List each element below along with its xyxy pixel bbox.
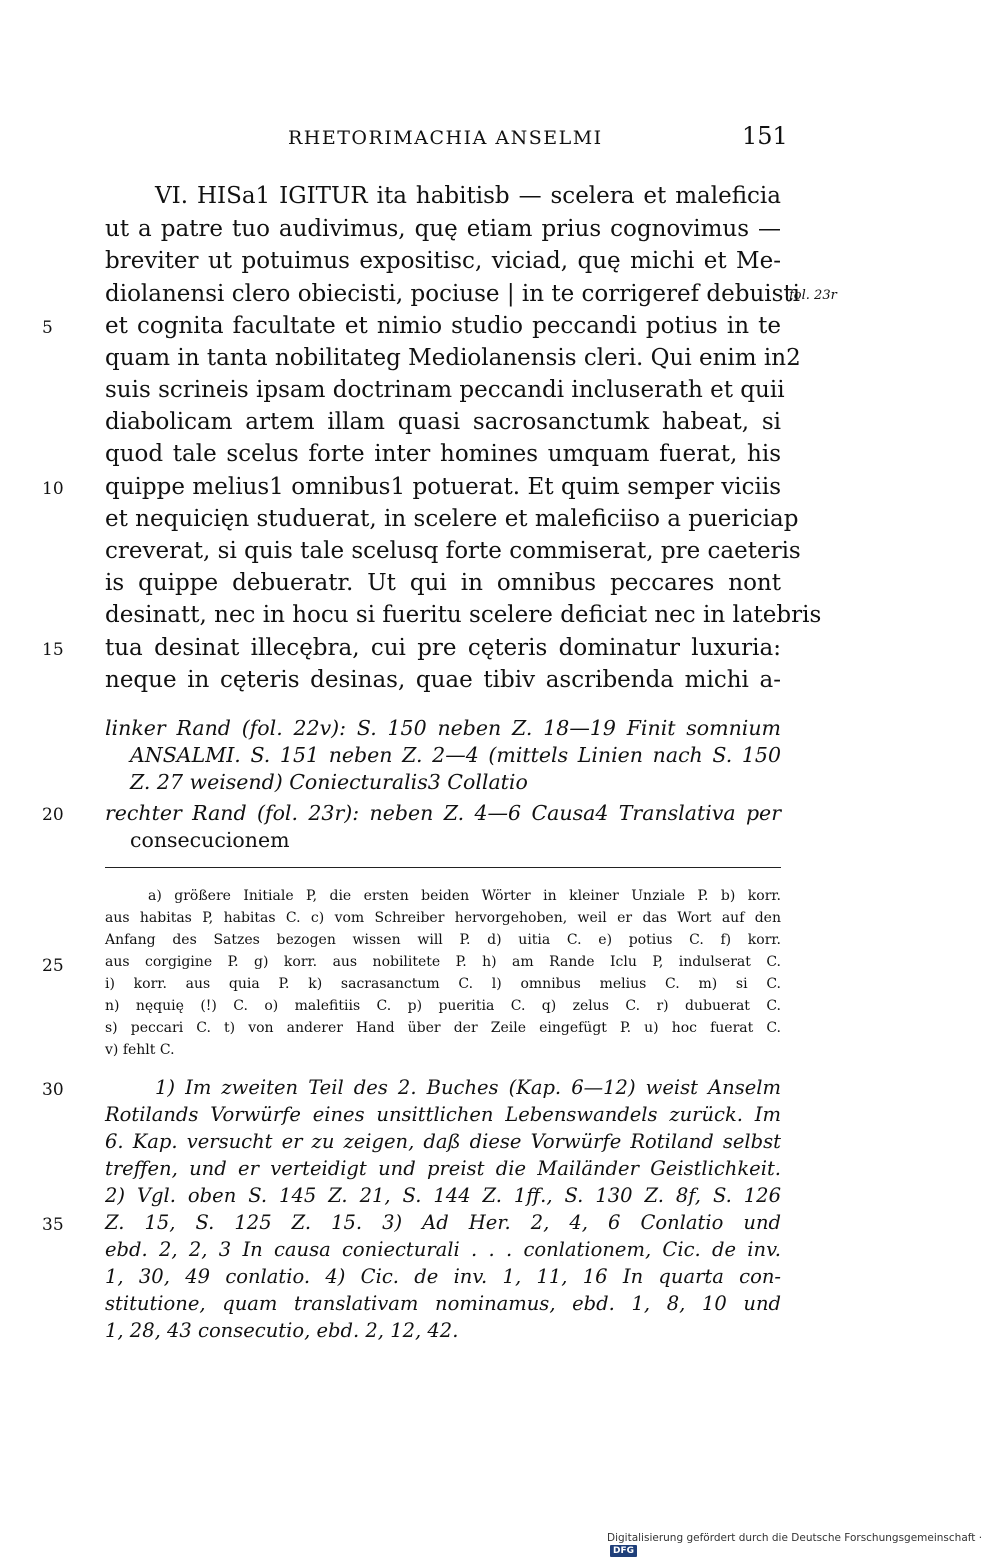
main-line: diabolicam artem illam quasi sacrosanctumk habeat, si [105,409,781,435]
footnote-line: a) größere Initiale P, die ersten beiden Wörter in kleiner Unziale P. b) korr. [148,888,781,904]
line-number: 20 [42,805,64,825]
apparatus-line: ANSALMI. S. 151 neben Z. 2—4 (mittels Linien nach S. 150 [130,743,781,767]
main-line: quippe melius1 omnibus1 potuerat. Et quim semper viciis [105,474,781,500]
commentary-line: 2) Vgl. oben S. 145 Z. 21, S. 144 Z. 1ff., S. 130 Z. 8f, S. 126 [105,1184,781,1207]
footnote-line: aus habitas P, habitas C. c) vom Schreiber hervorgehoben, weil er das Wort auf den [105,910,781,926]
separator-rule [105,867,781,868]
main-line: is quippe debueratr. Ut qui in omnibus peccares nont [105,570,781,596]
commentary-line: 1, 30, 49 conlatio. 4) Cic. de inv. 1, 11, 16 In quarta con- [105,1265,781,1288]
line-number: 30 [42,1080,64,1100]
digitization-footer [607,1532,1000,1557]
commentary-line: ebd. 2, 2, 3 In causa coniecturali . . . conlationem, Cic. de inv. [105,1238,781,1261]
footnote-line: s) peccari C. t) von anderer Hand über der Zeile eingefügt P. u) hoc fuerat C. [105,1020,781,1036]
main-line: diolanensi clero obiecisti, pociuse | in te corrigeref debuisti [105,281,801,307]
main-line: ut a patre tuo audivimus, quę etiam prius cognovimus — [105,216,781,242]
main-line: VI. HISa1 IGITUR ita habitisb — scelera et maleficia [155,183,781,209]
running-title: RHETORIMACHIA ANSELMI [288,127,603,149]
page-number: 151 [742,122,788,150]
commentary-line: 1) Im zweiten Teil des 2. Buches (Kap. 6—12) weist Anselm [155,1076,781,1099]
main-line: quod tale scelus forte inter homines umquam fuerat, his [105,441,781,467]
commentary-line: Rotilands Vorwürfe eines unsittlichen Lebenswandels zurück. Im [105,1103,781,1126]
line-number: 35 [42,1215,64,1235]
main-line: quam in tanta nobilitateg Mediolanensis cleri. Qui enim in2 [105,345,801,371]
commentary-line: 1, 28, 43 consecutio, ebd. 2, 12, 42. [105,1319,459,1342]
folio-margin-note: fol. 23r [789,288,837,303]
line-number: 10 [42,479,64,499]
dfg-logo: DFG [610,1545,637,1557]
main-line: suis scrineis ipsam doctrinam peccandi incluserath et quii [105,377,785,403]
main-line: tua desinat illecębra, cui pre cęteris dominatur luxuria: [105,635,781,661]
main-line: creverat, si quis tale scelusq forte commiserat, pre caeteris [105,538,801,564]
line-number: 25 [42,956,64,976]
apparatus-line: Z. 27 weisend) Coniecturalis3 Collatio [130,770,528,794]
apparatus-line: consecucionem [130,828,290,852]
commentary-line: stitutione, quam translativam nominamus, ebd. 1, 8, 10 und [105,1292,781,1315]
main-line: breviter ut potuimus expositisc, viciad, quę michi et Me- [105,248,781,274]
footnote-line: v) fehlt C. [105,1042,175,1058]
footnote-line: n) nęquię (!) C. o) malefitiis C. p) pueritia C. q) zelus C. r) dubuerat C. [105,998,781,1014]
main-line: et nequicięn studuerat, in scelere et maleficiiso a puericiap [105,506,799,532]
apparatus-line: linker Rand (fol. 22v): S. 150 neben Z. 18—19 Finit somnium [105,716,781,740]
main-line: neque in cęteris desinas, quae tibiv ascribenda michi a- [105,667,781,693]
main-line: et cognita facultate et nimio studio peccandi potius in te [105,313,781,339]
footnote-line: i) korr. aus quia P. k) sacrasanctum C. l) omnibus melius C. m) si C. [105,976,781,992]
main-line: desinatt, nec in hocu si fueritu scelere deficiat nec in latebris [105,602,822,628]
commentary-line: treffen, und er verteidigt und preist die Mailänder Geistlichkeit. [105,1157,781,1180]
commentary-line: 6. Kap. versucht er zu zeigen, daß diese Vorwürfe Rotiland selbst [105,1130,781,1153]
apparatus-line: rechter Rand (fol. 23r): neben Z. 4—6 Causa4 Translativa per [105,801,781,825]
line-number: 5 [42,318,53,338]
line-number: 15 [42,640,64,660]
footer-text: Digitalisierung gefördert durch die Deutsche Forschungsgemeinschaft · [607,1532,983,1544]
footnote-line: aus corgigine P. g) korr. aus nobilitete P. h) am Rande Iclu P, indulserat C. [105,954,781,970]
commentary-line: Z. 15, S. 125 Z. 15. 3) Ad Her. 2, 4, 6 Conlatio und [105,1211,781,1234]
footnote-line: Anfang des Satzes bezogen wissen will P. d) uitia C. e) potius C. f) korr. [105,932,781,948]
